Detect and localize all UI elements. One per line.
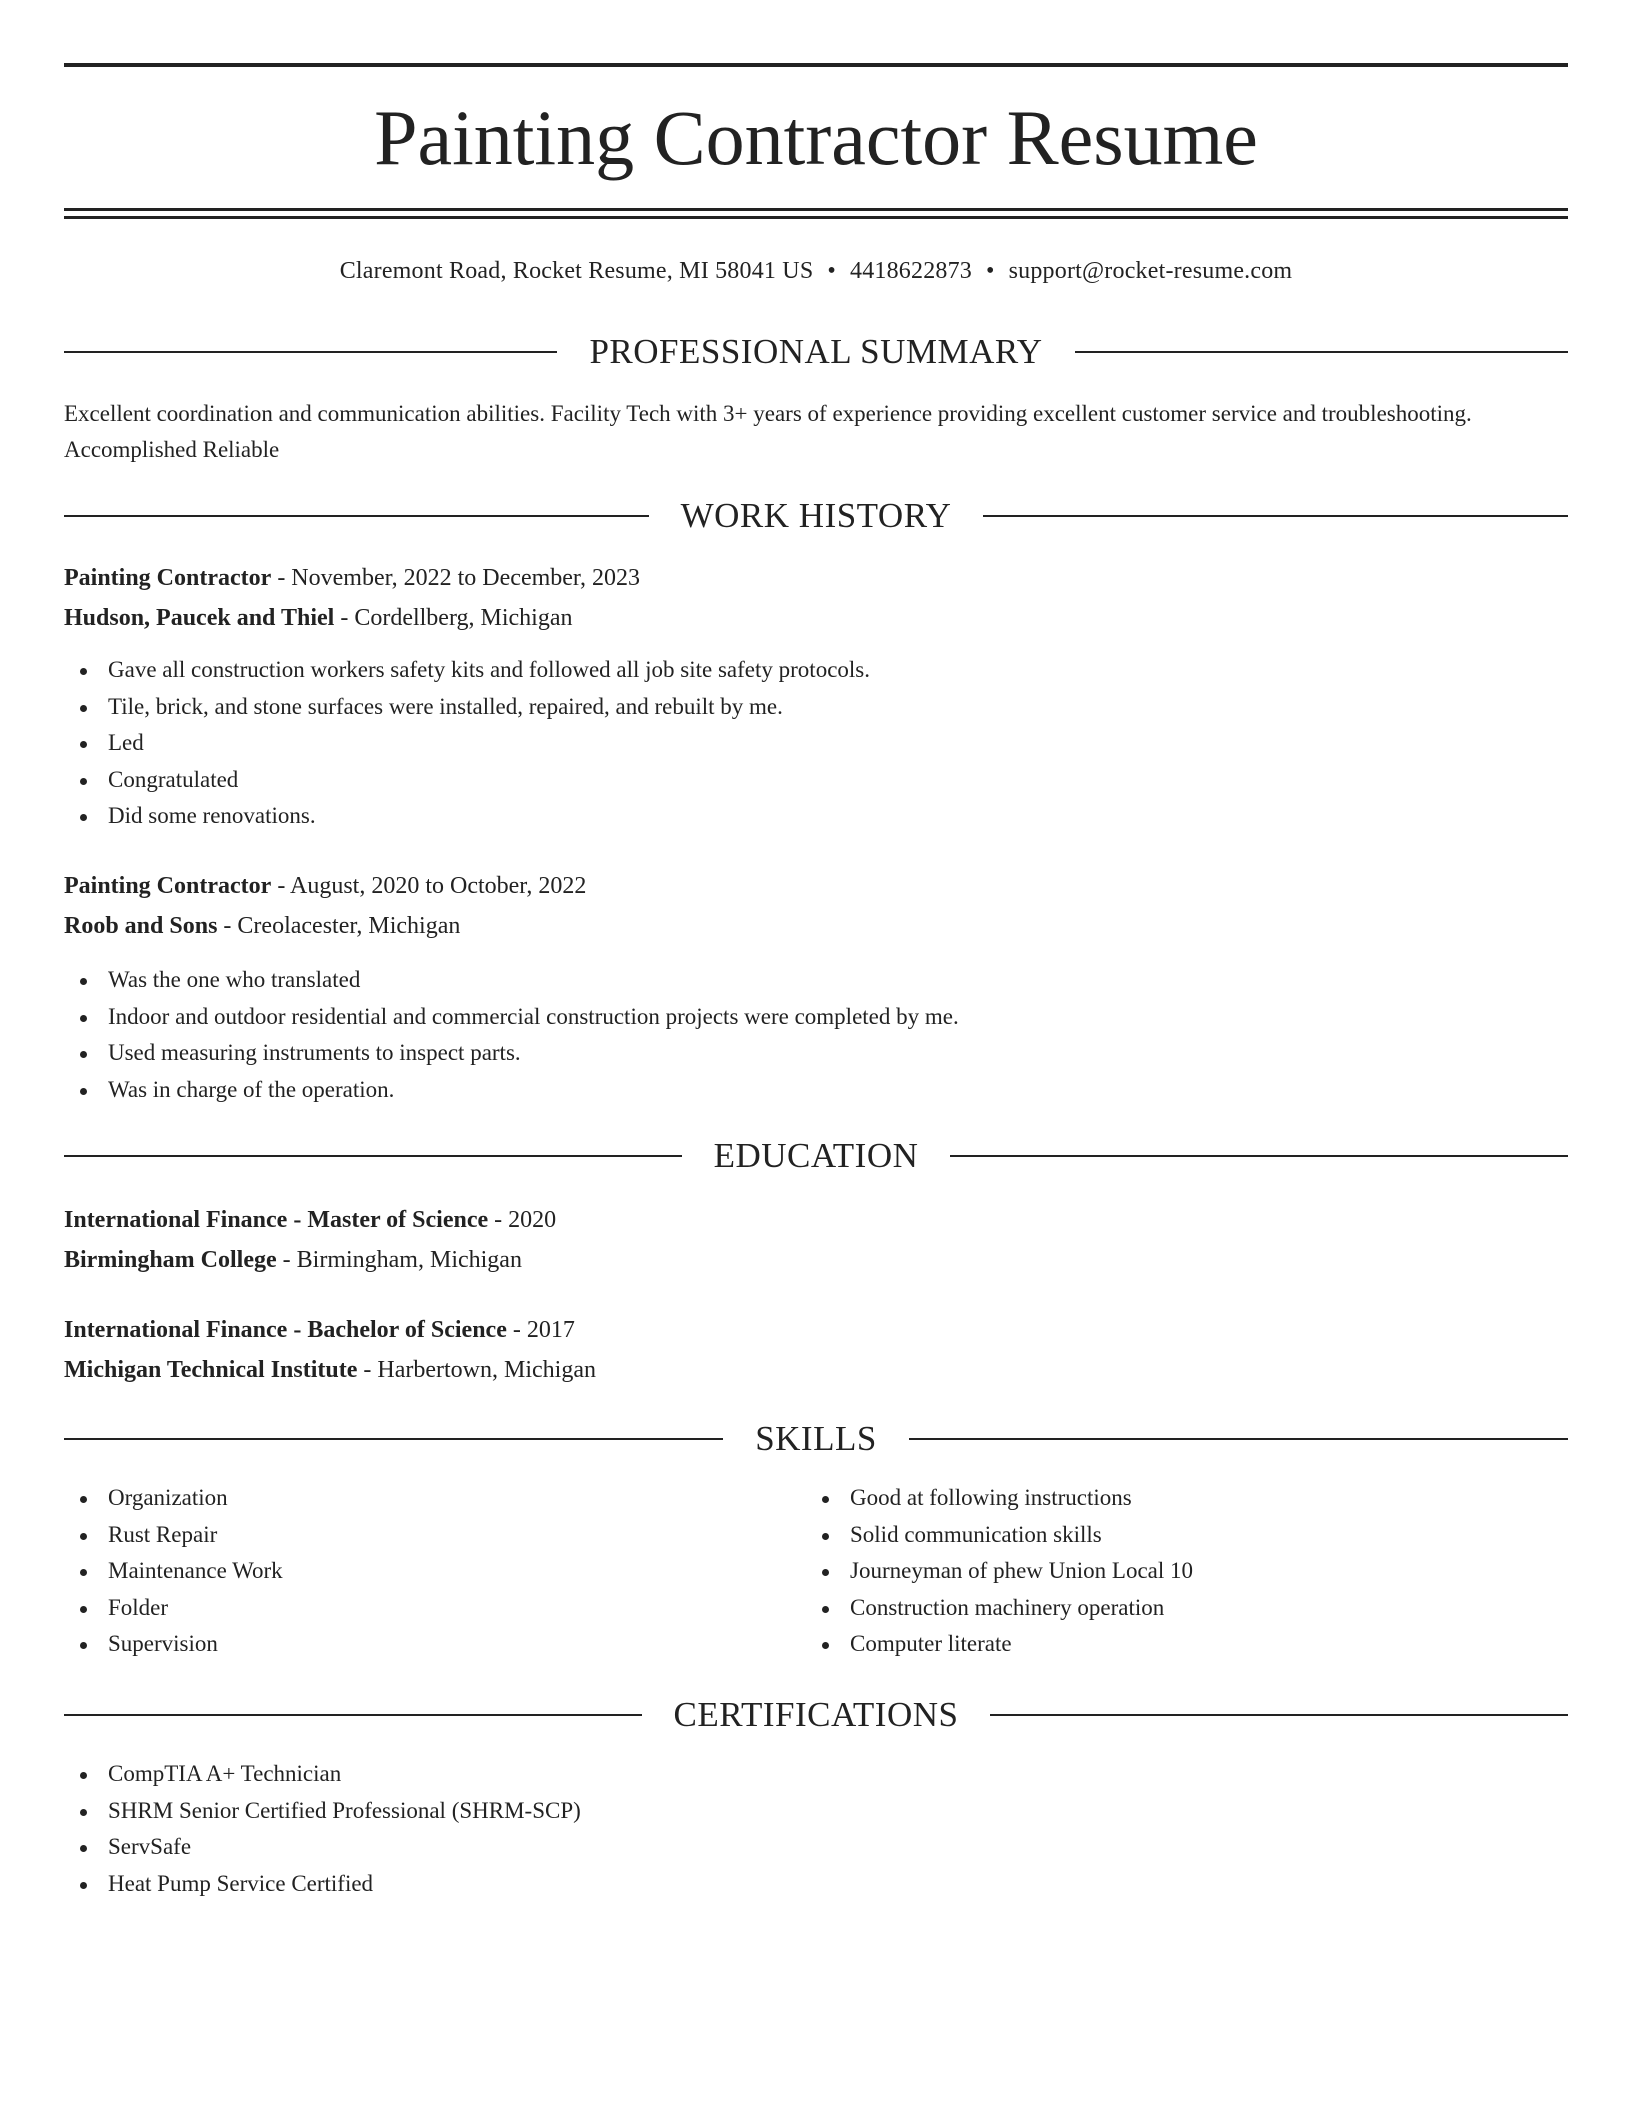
degree: International Finance - Bachelor of Science (64, 1317, 507, 1343)
heading-rule (983, 515, 1568, 517)
school-row (64, 1350, 1568, 1390)
job-title-row (64, 558, 1568, 598)
job-company-row (64, 906, 1568, 946)
heading-rule (950, 1155, 1568, 1157)
list-item: Used measuring instruments to inspect parts. (64, 1035, 959, 1072)
job-entry (64, 866, 1568, 946)
list-item: Gave all construction workers safety kits and followed all job site safety protocols. (64, 652, 870, 689)
heading-rule (909, 1438, 1568, 1440)
job-entry (64, 558, 1568, 638)
job-location: - Creolacester, Michigan (217, 913, 461, 939)
list-item: Congratulated (64, 762, 870, 799)
top-rule (64, 63, 1568, 67)
contact-email: support@rocket-resume.com (1008, 258, 1293, 284)
list-item: Tile, brick, and stone surfaces were installed, repaired, and rebuilt by me. (64, 689, 870, 726)
contact-address: Claremont Road, Rocket Resume, MI 58041 US (339, 258, 814, 284)
degree-row (64, 1310, 1568, 1350)
skill-item: Maintenance Work (64, 1553, 283, 1590)
skill-item: Solid communication skills (806, 1517, 1193, 1554)
job-dates: - November, 2022 to December, 2023 (271, 565, 640, 591)
list-item: Indoor and outdoor residential and commercial construction projects were completed by me. (64, 999, 959, 1036)
section-title: WORK HISTORY (680, 496, 952, 535)
degree-year: - 2017 (506, 1317, 575, 1343)
section-heading-work-history (64, 494, 1568, 538)
section-heading-certifications (64, 1693, 1568, 1737)
certification-item: Heat Pump Service Certified (64, 1866, 581, 1903)
school-row (64, 1240, 1568, 1280)
contact-phone: 4418622873 (850, 258, 972, 284)
heading-rule (64, 1155, 682, 1157)
certifications-list (64, 1756, 581, 1902)
section-title: EDUCATION (713, 1136, 919, 1175)
heading-rule (64, 1714, 642, 1716)
school-location: - Harbertown, Michigan (357, 1357, 596, 1383)
list-item: Was in charge of the operation. (64, 1072, 959, 1109)
job-dates: - August, 2020 to October, 2022 (271, 873, 587, 899)
job-title-row (64, 866, 1568, 906)
list-item: Was the one who translated (64, 962, 959, 999)
school: Michigan Technical Institute (64, 1357, 358, 1383)
section-title: SKILLS (755, 1419, 877, 1458)
certification-item: CompTIA A+ Technician (64, 1756, 581, 1793)
education-entry (64, 1310, 1568, 1390)
certification-item: SHRM Senior Certified Professional (SHRM-SCP) (64, 1793, 581, 1830)
job-bullets (64, 962, 959, 1108)
section-title: PROFESSIONAL SUMMARY (589, 332, 1043, 371)
heading-rule (64, 351, 557, 353)
summary-text: Excellent coordination and communication abilities. Facility Tech with 3+ years of experience providing excellent customer service and troubleshooting. Accomplished Reliable (64, 401, 1472, 462)
list-item: Did some renovations. (64, 798, 870, 835)
degree-year: - 2020 (488, 1207, 557, 1233)
school: Birmingham College (64, 1247, 277, 1273)
school-location: - Birmingham, Michigan (276, 1247, 522, 1273)
resume-title: Painting Contractor Resume (374, 94, 1258, 181)
heading-rule (64, 1438, 723, 1440)
skill-item: Construction machinery operation (806, 1590, 1193, 1627)
contact-separator: • (827, 258, 836, 284)
job-bullets (64, 652, 870, 835)
section-title: CERTIFICATIONS (673, 1695, 959, 1734)
job-location: - Cordellberg, Michigan (334, 605, 573, 631)
skill-item: Computer literate (806, 1626, 1193, 1663)
title-rule-upper (64, 208, 1568, 211)
skill-item: Rust Repair (64, 1517, 283, 1554)
job-company-row (64, 598, 1568, 638)
skill-item: Journeyman of phew Union Local 10 (806, 1553, 1193, 1590)
section-heading-skills (64, 1417, 1568, 1461)
heading-rule (990, 1714, 1568, 1716)
title-rule-lower (64, 216, 1568, 219)
contact-separator: • (986, 258, 995, 284)
degree-row (64, 1200, 1568, 1240)
section-heading-summary (64, 330, 1568, 374)
skills-list-right (806, 1480, 1193, 1663)
job-company: Hudson, Paucek and Thiel (64, 605, 335, 631)
skill-item: Supervision (64, 1626, 283, 1663)
list-item: Led (64, 725, 870, 762)
skill-item: Folder (64, 1590, 283, 1627)
job-company: Roob and Sons (64, 913, 218, 939)
contact-line (64, 254, 1568, 288)
skill-item: Organization (64, 1480, 283, 1517)
job-title: Painting Contractor (64, 565, 272, 591)
education-entry (64, 1200, 1568, 1280)
section-heading-education (64, 1134, 1568, 1178)
heading-rule (64, 515, 649, 517)
job-title: Painting Contractor (64, 873, 272, 899)
skills-list-left (64, 1480, 283, 1663)
certification-item: ServSafe (64, 1829, 581, 1866)
heading-rule (1075, 351, 1568, 353)
skill-item: Good at following instructions (806, 1480, 1193, 1517)
degree: International Finance - Master of Science (64, 1207, 489, 1233)
